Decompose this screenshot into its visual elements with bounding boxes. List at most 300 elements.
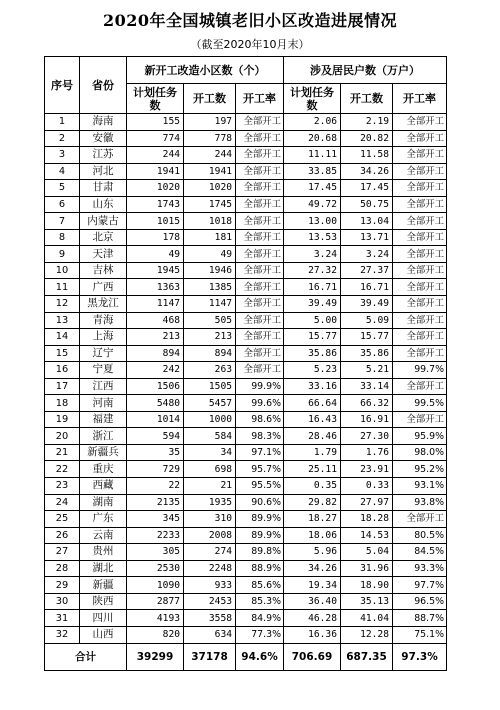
row-households-started: 27.30 (341, 428, 393, 445)
row-households-started: 14.53 (341, 527, 393, 544)
header-communities-planned: 计划任务 数 (127, 84, 184, 114)
row-households-planned: 33.16 (284, 378, 341, 395)
row-households-started: 35.86 (341, 345, 393, 362)
row-index: 3 (45, 147, 80, 164)
total-row (45, 643, 447, 670)
row-households-rate: 全部开工 (393, 511, 447, 528)
row-communities-started: 584 (184, 428, 236, 445)
total-households-planned: 706.69 (284, 643, 341, 670)
row-communities-started: 1000 (184, 411, 236, 428)
row-province: 云南 (80, 527, 127, 544)
table-row (45, 593, 447, 610)
row-households-rate: 全部开工 (393, 296, 447, 313)
row-communities-started: 181 (184, 229, 236, 246)
row-communities-started: 244 (184, 147, 236, 164)
table-row (45, 246, 447, 263)
row-communities-started: 197 (184, 114, 236, 131)
total-communities-started: 37178 (184, 643, 236, 670)
row-households-started: 39.49 (341, 296, 393, 313)
row-index: 4 (45, 163, 80, 180)
row-province: 西藏 (80, 478, 127, 495)
row-communities-rate: 77.3% (236, 626, 284, 643)
row-households-rate: 84.5% (393, 544, 447, 561)
row-households-planned: 11.11 (284, 147, 341, 164)
row-households-rate: 80.5% (393, 527, 447, 544)
row-households-planned: 34.26 (284, 560, 341, 577)
row-index: 16 (45, 362, 80, 379)
row-index: 21 (45, 444, 80, 461)
row-communities-rate: 全部开工 (236, 345, 284, 362)
row-households-started: 35.13 (341, 593, 393, 610)
row-communities-started: 3558 (184, 610, 236, 627)
total-communities-rate: 94.6% (236, 643, 284, 670)
table-row (45, 494, 447, 511)
row-households-planned: 33.85 (284, 163, 341, 180)
row-households-planned: 17.45 (284, 180, 341, 197)
row-communities-rate: 全部开工 (236, 180, 284, 197)
row-communities-started: 263 (184, 362, 236, 379)
table-row (45, 279, 447, 296)
table-row (45, 444, 447, 461)
row-province: 辽宁 (80, 345, 127, 362)
row-households-planned: 16.36 (284, 626, 341, 643)
row-households-started: 33.14 (341, 378, 393, 395)
row-households-rate: 95.2% (393, 461, 447, 478)
row-index: 15 (45, 345, 80, 362)
row-province: 甘肃 (80, 180, 127, 197)
table-row (45, 180, 447, 197)
row-communities-started: 1745 (184, 196, 236, 213)
row-communities-started: 505 (184, 312, 236, 329)
row-communities-planned: 345 (127, 511, 184, 528)
row-households-planned: 29.82 (284, 494, 341, 511)
row-index: 12 (45, 296, 80, 313)
table-row (45, 544, 447, 561)
row-households-started: 2.19 (341, 114, 393, 131)
row-households-rate: 95.9% (393, 428, 447, 445)
row-index: 18 (45, 395, 80, 412)
row-communities-rate: 全部开工 (236, 147, 284, 164)
row-index: 27 (45, 544, 80, 561)
row-communities-rate: 全部开工 (236, 296, 284, 313)
row-index: 28 (45, 560, 80, 577)
row-communities-started: 1018 (184, 213, 236, 230)
row-communities-planned: 820 (127, 626, 184, 643)
row-households-planned: 2.06 (284, 114, 341, 131)
row-households-planned: 1.79 (284, 444, 341, 461)
row-households-rate: 98.0% (393, 444, 447, 461)
row-communities-planned: 1147 (127, 296, 184, 313)
row-households-started: 18.28 (341, 511, 393, 528)
row-households-started: 27.37 (341, 262, 393, 279)
row-province: 山西 (80, 626, 127, 643)
row-province: 青海 (80, 312, 127, 329)
row-households-started: 13.04 (341, 213, 393, 230)
row-households-planned: 28.46 (284, 428, 341, 445)
row-households-rate: 全部开工 (393, 180, 447, 197)
row-index: 17 (45, 378, 80, 395)
row-communities-planned: 594 (127, 428, 184, 445)
row-communities-planned: 729 (127, 461, 184, 478)
row-index: 13 (45, 312, 80, 329)
row-households-started: 20.82 (341, 130, 393, 147)
row-province: 天津 (80, 246, 127, 263)
row-households-started: 5.21 (341, 362, 393, 379)
row-households-started: 5.09 (341, 312, 393, 329)
row-households-started: 13.71 (341, 229, 393, 246)
row-communities-started: 1946 (184, 262, 236, 279)
row-communities-rate: 全部开工 (236, 362, 284, 379)
row-communities-started: 1941 (184, 163, 236, 180)
table-row (45, 610, 447, 627)
row-households-planned: 13.53 (284, 229, 341, 246)
row-households-rate: 全部开工 (393, 213, 447, 230)
row-households-planned: 18.06 (284, 527, 341, 544)
row-province: 广东 (80, 511, 127, 528)
row-households-started: 41.04 (341, 610, 393, 627)
row-province: 湖北 (80, 560, 127, 577)
row-households-started: 50.75 (341, 196, 393, 213)
row-communities-planned: 1743 (127, 196, 184, 213)
row-province: 湖南 (80, 494, 127, 511)
row-communities-started: 1020 (184, 180, 236, 197)
row-households-rate: 93.1% (393, 478, 447, 495)
table-row (45, 114, 447, 131)
row-communities-rate: 98.3% (236, 428, 284, 445)
row-communities-planned: 1090 (127, 577, 184, 594)
table-row (45, 329, 447, 346)
row-communities-planned: 1506 (127, 378, 184, 395)
row-households-rate: 全部开工 (393, 345, 447, 362)
row-communities-planned: 1020 (127, 180, 184, 197)
row-index: 11 (45, 279, 80, 296)
table-row (45, 560, 447, 577)
row-communities-rate: 98.6% (236, 411, 284, 428)
row-communities-started: 274 (184, 544, 236, 561)
row-households-rate: 全部开工 (393, 147, 447, 164)
row-communities-rate: 95.7% (236, 461, 284, 478)
row-province: 陕西 (80, 593, 127, 610)
table-row (45, 296, 447, 313)
row-province: 北京 (80, 229, 127, 246)
row-communities-rate: 89.9% (236, 511, 284, 528)
row-households-planned: 5.00 (284, 312, 341, 329)
row-households-planned: 13.00 (284, 213, 341, 230)
row-province: 福建 (80, 411, 127, 428)
row-communities-planned: 213 (127, 329, 184, 346)
table-row (45, 428, 447, 445)
total-households-started: 687.35 (341, 643, 393, 670)
row-communities-rate: 90.6% (236, 494, 284, 511)
row-households-rate: 99.7% (393, 362, 447, 379)
row-communities-rate: 95.5% (236, 478, 284, 495)
row-households-rate: 93.8% (393, 494, 447, 511)
row-province: 重庆 (80, 461, 127, 478)
row-index: 31 (45, 610, 80, 627)
row-households-planned: 25.11 (284, 461, 341, 478)
row-households-started: 18.90 (341, 577, 393, 594)
table-row (45, 395, 447, 412)
row-index: 6 (45, 196, 80, 213)
row-households-started: 15.77 (341, 329, 393, 346)
row-communities-planned: 1945 (127, 262, 184, 279)
row-province: 新疆兵 (80, 444, 127, 461)
header-index: 序号 (45, 57, 80, 114)
row-province: 上海 (80, 329, 127, 346)
row-communities-rate: 全部开工 (236, 130, 284, 147)
row-households-rate: 全部开工 (393, 246, 447, 263)
row-households-rate: 97.7% (393, 577, 447, 594)
header-households-rate: 开工率 (393, 84, 447, 114)
row-households-planned: 35.86 (284, 345, 341, 362)
row-communities-rate: 97.1% (236, 444, 284, 461)
row-communities-planned: 1941 (127, 163, 184, 180)
row-households-started: 12.28 (341, 626, 393, 643)
row-index: 25 (45, 511, 80, 528)
row-index: 14 (45, 329, 80, 346)
table-row (45, 262, 447, 279)
row-communities-rate: 89.9% (236, 527, 284, 544)
row-households-started: 5.04 (341, 544, 393, 561)
row-province: 宁夏 (80, 362, 127, 379)
row-communities-planned: 2135 (127, 494, 184, 511)
row-communities-planned: 49 (127, 246, 184, 263)
row-communities-planned: 155 (127, 114, 184, 131)
row-households-started: 3.24 (341, 246, 393, 263)
table-row (45, 411, 447, 428)
page-title: 2020年全国城镇老旧小区改造进展情况 (102, 11, 398, 30)
row-province: 海南 (80, 114, 127, 131)
row-communities-rate: 全部开工 (236, 312, 284, 329)
row-province: 贵州 (80, 544, 127, 561)
row-index: 9 (45, 246, 80, 263)
row-communities-rate: 全部开工 (236, 262, 284, 279)
row-communities-planned: 4193 (127, 610, 184, 627)
table-row (45, 213, 447, 230)
row-communities-started: 5457 (184, 395, 236, 412)
table-row (45, 378, 447, 395)
row-index: 2 (45, 130, 80, 147)
row-communities-planned: 178 (127, 229, 184, 246)
table-row (45, 163, 447, 180)
row-communities-started: 1505 (184, 378, 236, 395)
row-households-rate: 88.7% (393, 610, 447, 627)
row-province: 江西 (80, 378, 127, 395)
row-communities-rate: 84.9% (236, 610, 284, 627)
table-row (45, 130, 447, 147)
row-communities-started: 2008 (184, 527, 236, 544)
row-province: 浙江 (80, 428, 127, 445)
header-communities-group: 新开工改造小区数（个） (127, 57, 284, 84)
row-communities-planned: 244 (127, 147, 184, 164)
row-households-rate: 全部开工 (393, 114, 447, 131)
row-households-rate: 全部开工 (393, 279, 447, 296)
row-province: 黑龙江 (80, 296, 127, 313)
row-households-planned: 36.40 (284, 593, 341, 610)
table-row (45, 626, 447, 643)
row-index: 29 (45, 577, 80, 594)
row-province: 内蒙古 (80, 213, 127, 230)
header-households-group: 涉及居民户数（万户） (284, 57, 447, 84)
row-index: 10 (45, 262, 80, 279)
row-households-started: 16.71 (341, 279, 393, 296)
row-households-planned: 0.35 (284, 478, 341, 495)
row-households-planned: 19.34 (284, 577, 341, 594)
row-households-started: 1.76 (341, 444, 393, 461)
row-communities-started: 21 (184, 478, 236, 495)
table-row (45, 345, 447, 362)
row-communities-started: 894 (184, 345, 236, 362)
row-communities-rate: 全部开工 (236, 229, 284, 246)
row-communities-planned: 305 (127, 544, 184, 561)
row-households-planned: 16.71 (284, 279, 341, 296)
row-index: 26 (45, 527, 80, 544)
row-households-rate: 96.5% (393, 593, 447, 610)
header-households-planned: 计划任务 数 (284, 84, 341, 114)
row-communities-planned: 1015 (127, 213, 184, 230)
row-communities-started: 1385 (184, 279, 236, 296)
row-province: 山东 (80, 196, 127, 213)
row-index: 8 (45, 229, 80, 246)
row-communities-planned: 2233 (127, 527, 184, 544)
row-communities-started: 2248 (184, 560, 236, 577)
row-households-rate: 全部开工 (393, 262, 447, 279)
row-communities-planned: 2877 (127, 593, 184, 610)
row-communities-planned: 1363 (127, 279, 184, 296)
row-households-planned: 15.77 (284, 329, 341, 346)
row-index: 30 (45, 593, 80, 610)
table-row (45, 478, 447, 495)
row-communities-planned: 774 (127, 130, 184, 147)
row-households-rate: 全部开工 (393, 130, 447, 147)
row-households-started: 0.33 (341, 478, 393, 495)
row-communities-started: 698 (184, 461, 236, 478)
row-households-started: 66.32 (341, 395, 393, 412)
row-communities-planned: 242 (127, 362, 184, 379)
row-province: 安徽 (80, 130, 127, 147)
table-row (45, 511, 447, 528)
header-communities-started: 开工数 (184, 84, 236, 114)
row-index: 24 (45, 494, 80, 511)
row-communities-rate: 89.8% (236, 544, 284, 561)
row-households-started: 34.26 (341, 163, 393, 180)
row-households-planned: 39.49 (284, 296, 341, 313)
row-province: 广西 (80, 279, 127, 296)
row-communities-started: 49 (184, 246, 236, 263)
row-households-planned: 5.96 (284, 544, 341, 561)
row-province: 河北 (80, 163, 127, 180)
row-communities-started: 1147 (184, 296, 236, 313)
row-province: 四川 (80, 610, 127, 627)
row-communities-started: 213 (184, 329, 236, 346)
row-households-planned: 3.24 (284, 246, 341, 263)
row-communities-rate: 全部开工 (236, 279, 284, 296)
total-label: 合计 (45, 643, 127, 670)
row-communities-rate: 85.3% (236, 593, 284, 610)
row-province: 新疆 (80, 577, 127, 594)
row-province: 吉林 (80, 262, 127, 279)
row-communities-planned: 5480 (127, 395, 184, 412)
row-households-planned: 16.43 (284, 411, 341, 428)
table-row (45, 461, 447, 478)
row-communities-rate: 99.9% (236, 378, 284, 395)
row-index: 22 (45, 461, 80, 478)
row-households-planned: 49.72 (284, 196, 341, 213)
row-index: 23 (45, 478, 80, 495)
row-households-rate: 全部开工 (393, 378, 447, 395)
total-households-rate: 97.3% (393, 643, 447, 670)
row-households-rate: 99.5% (393, 395, 447, 412)
row-communities-started: 933 (184, 577, 236, 594)
table-row (45, 362, 447, 379)
total-communities-planned: 39299 (127, 643, 184, 670)
row-households-planned: 18.27 (284, 511, 341, 528)
header-households-started: 开工数 (341, 84, 393, 114)
row-households-started: 17.45 (341, 180, 393, 197)
row-communities-rate: 全部开工 (236, 329, 284, 346)
row-households-started: 16.91 (341, 411, 393, 428)
row-index: 32 (45, 626, 80, 643)
row-households-planned: 46.28 (284, 610, 341, 627)
progress-table (44, 56, 447, 671)
table-row (45, 577, 447, 594)
table-row (45, 312, 447, 329)
row-communities-rate: 99.6% (236, 395, 284, 412)
row-households-started: 31.96 (341, 560, 393, 577)
row-households-started: 27.97 (341, 494, 393, 511)
row-communities-started: 778 (184, 130, 236, 147)
row-households-rate: 75.1% (393, 626, 447, 643)
row-communities-rate: 全部开工 (236, 213, 284, 230)
row-index: 20 (45, 428, 80, 445)
row-households-planned: 66.64 (284, 395, 341, 412)
page-subtitle: （截至2020年10月末） (190, 38, 310, 51)
row-communities-planned: 1014 (127, 411, 184, 428)
row-communities-started: 634 (184, 626, 236, 643)
row-households-rate: 全部开工 (393, 163, 447, 180)
row-communities-rate: 88.9% (236, 560, 284, 577)
table-row (45, 527, 447, 544)
row-households-rate: 全部开工 (393, 329, 447, 346)
row-communities-started: 310 (184, 511, 236, 528)
row-households-rate: 全部开工 (393, 229, 447, 246)
row-communities-started: 34 (184, 444, 236, 461)
row-province: 江苏 (80, 147, 127, 164)
row-households-started: 23.91 (341, 461, 393, 478)
row-communities-planned: 894 (127, 345, 184, 362)
row-index: 5 (45, 180, 80, 197)
row-communities-planned: 22 (127, 478, 184, 495)
row-households-rate: 93.3% (393, 560, 447, 577)
row-communities-rate: 85.6% (236, 577, 284, 594)
row-communities-rate: 全部开工 (236, 196, 284, 213)
row-province: 河南 (80, 395, 127, 412)
row-households-planned: 20.68 (284, 130, 341, 147)
row-index: 7 (45, 213, 80, 230)
row-households-rate: 全部开工 (393, 411, 447, 428)
table-row (45, 229, 447, 246)
row-communities-planned: 468 (127, 312, 184, 329)
row-communities-started: 2453 (184, 593, 236, 610)
row-communities-rate: 全部开工 (236, 246, 284, 263)
table-row (45, 147, 447, 164)
row-index: 19 (45, 411, 80, 428)
table-row (45, 196, 447, 213)
row-index: 1 (45, 114, 80, 131)
row-households-started: 11.58 (341, 147, 393, 164)
row-communities-rate: 全部开工 (236, 114, 284, 131)
row-households-rate: 全部开工 (393, 312, 447, 329)
